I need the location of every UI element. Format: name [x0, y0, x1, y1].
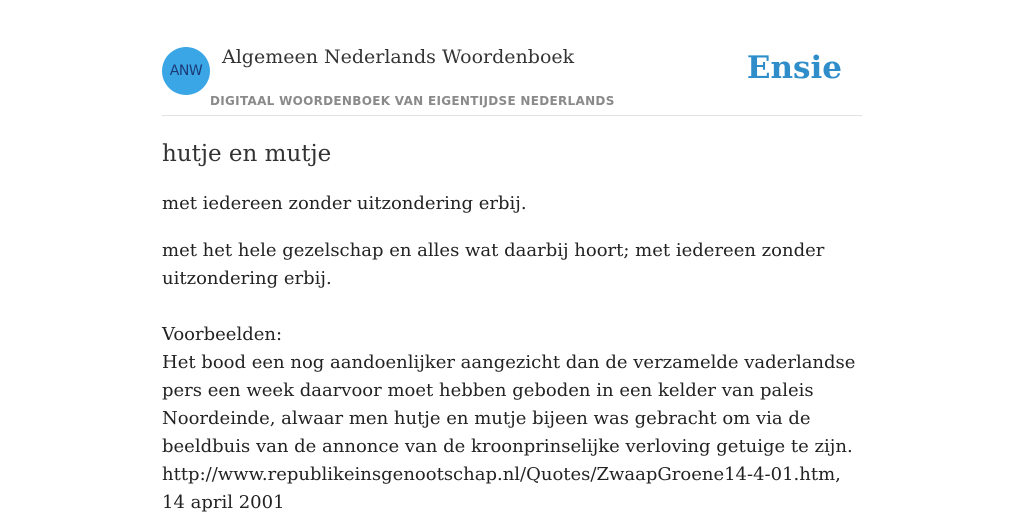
header-divider [162, 115, 862, 116]
site-subtitle: DIGITAAL WOORDENBOEK VAN EIGENTIJDSE NEDERLANDS [210, 94, 615, 108]
entry-content [162, 138, 862, 517]
example-source: http://www.republikeinsgenootschap.nl/Quotes/ZwaapGroene14-4-01.htm, 14 april 2001 [162, 464, 841, 513]
long-definition: met het hele gezelschap en alles wat daarbij hoort; met iedereen zonder uitzondering erbij. [162, 240, 825, 289]
site-logo[interactable] [162, 47, 210, 95]
brand-logo[interactable]: Ensie [746, 50, 842, 86]
examples-section [162, 321, 862, 517]
short-definition: met iedereen zonder uitzondering erbij. [162, 193, 527, 214]
logo-text: ANW [169, 63, 203, 79]
site-title[interactable]: Algemeen Nederlands Woordenboek [222, 46, 575, 68]
entry-term: hutje en mutje [162, 141, 332, 167]
examples-label: Voorbeelden: [162, 324, 283, 345]
example-text: Het bood een nog aandoenlijker aangezicht dan de verzamelde vaderlandse pers een week daarvoor moet hebben geboden in een kelder van paleis Noordeinde, alwaar men hutje en mutje bijeen was gebracht om via de beeldbuis van de annonce van de kroonprinselijke verloving getuige te zijn. [162, 352, 856, 457]
